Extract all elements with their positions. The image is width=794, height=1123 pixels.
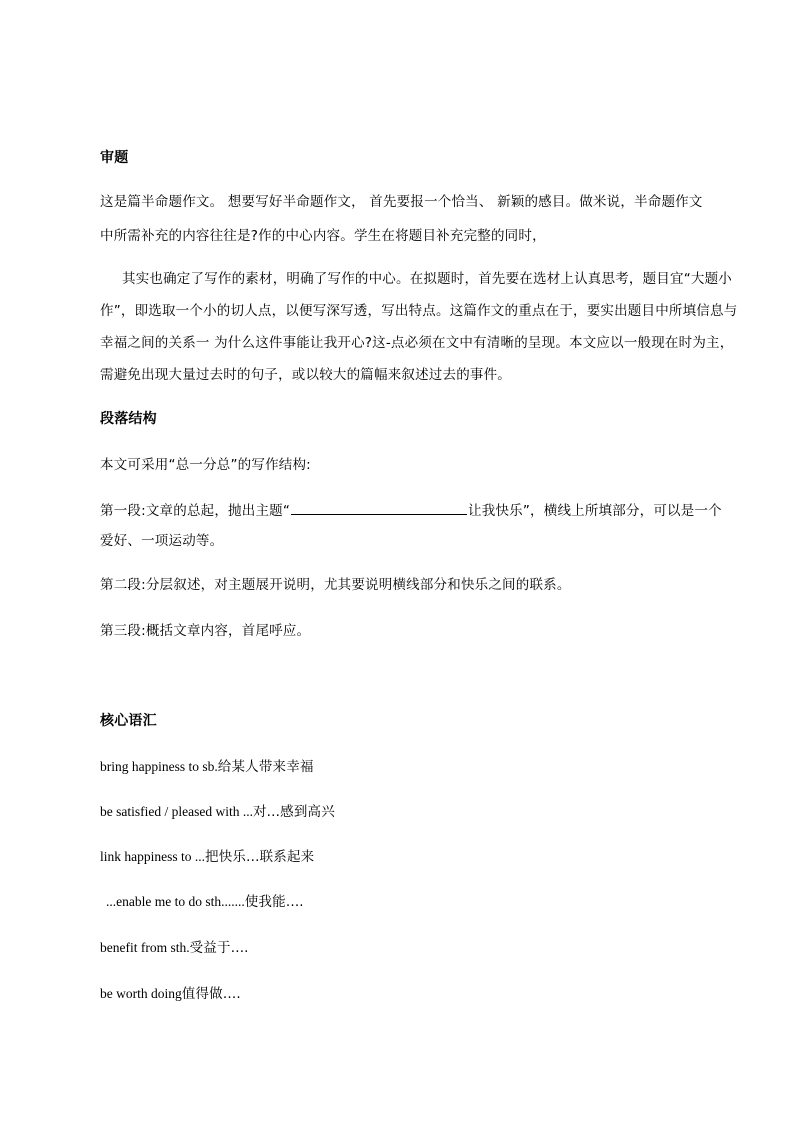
- structure-para1-line2: 爱好、一项运动等。: [100, 533, 224, 549]
- vocab-zh: 给某人带来幸福: [217, 759, 314, 775]
- vocab-zh: 受益于....: [189, 940, 249, 956]
- fill-in-blank: [291, 500, 467, 515]
- vocab-en: benefit from sth.: [100, 940, 190, 955]
- paragraph-line: 这是篇半命题作文。 想要写好半命题作文， 首先要报一个恰当、 新颖的感目。做米说，半命题作文: [100, 194, 703, 210]
- structure-para2: 第二段:分层叙述，对主题展开说明，尤其要说明横线部分和快乐之间的联系。: [100, 577, 571, 593]
- structure-intro: 本文可采用“总一分总”的写作结构:: [100, 457, 311, 473]
- vocab-item: [106, 893, 304, 911]
- vocab-zh: 把快乐...联系起来: [205, 849, 315, 865]
- vocab-zh: 对...感到高兴: [252, 804, 335, 820]
- paragraph-line: 作”，即选取一个小的切人点，以便写深写透，写出特点。这篇作文的重点在于，要实出题目中所填信息与: [100, 303, 738, 319]
- vocab-item: [100, 848, 314, 866]
- paragraph-line: 需避免出现大量过去时的句子，或以较大的篇幅来叙述过去的事件。: [100, 367, 511, 383]
- paragraph-line: 中所需补充的内容往往是?作的中心内容。学生在将题目补充完整的同时，: [100, 228, 546, 244]
- section-heading-shenti: 审题: [100, 150, 129, 166]
- vocab-en: link happiness to ...: [100, 849, 205, 864]
- vocab-item: [100, 939, 249, 957]
- structure-para3: 第三段:概括文章内容，首尾呼应。: [100, 623, 311, 639]
- vocab-item: [100, 803, 335, 821]
- structure-para1: [100, 500, 722, 520]
- section-heading-vocab: 核心语汇: [100, 713, 157, 729]
- section-heading-structure: 段落结构: [100, 411, 157, 427]
- vocab-zh: 值得做....: [181, 986, 241, 1002]
- vocab-en: ...enable me to do sth.......: [106, 894, 245, 909]
- para1-suffix: 让我快乐”，横线上所填部分，可以是一个: [468, 503, 722, 519]
- vocab-en: be satisfied / pleased with ...: [100, 804, 253, 819]
- vocab-zh: 使我能....: [244, 894, 304, 910]
- paragraph-line: 幸福之间的关系一 为什么这件事能让我开心?这-点必须在文中有清晰的呈现。本文应以一般现在时为主，: [100, 335, 734, 351]
- vocab-item: [100, 985, 241, 1003]
- para1-prefix: 第一段:文章的总起，抛出主题“: [100, 503, 291, 519]
- vocab-en: be worth doing: [100, 986, 182, 1001]
- paragraph-line: 其实也确定了写作的素材，明确了写作的中心。在拟题时，首先要在选材上认真思考，题目宜“大题小: [122, 271, 732, 287]
- vocab-en: bring happiness to sb.: [100, 759, 218, 774]
- vocab-item: [100, 758, 314, 776]
